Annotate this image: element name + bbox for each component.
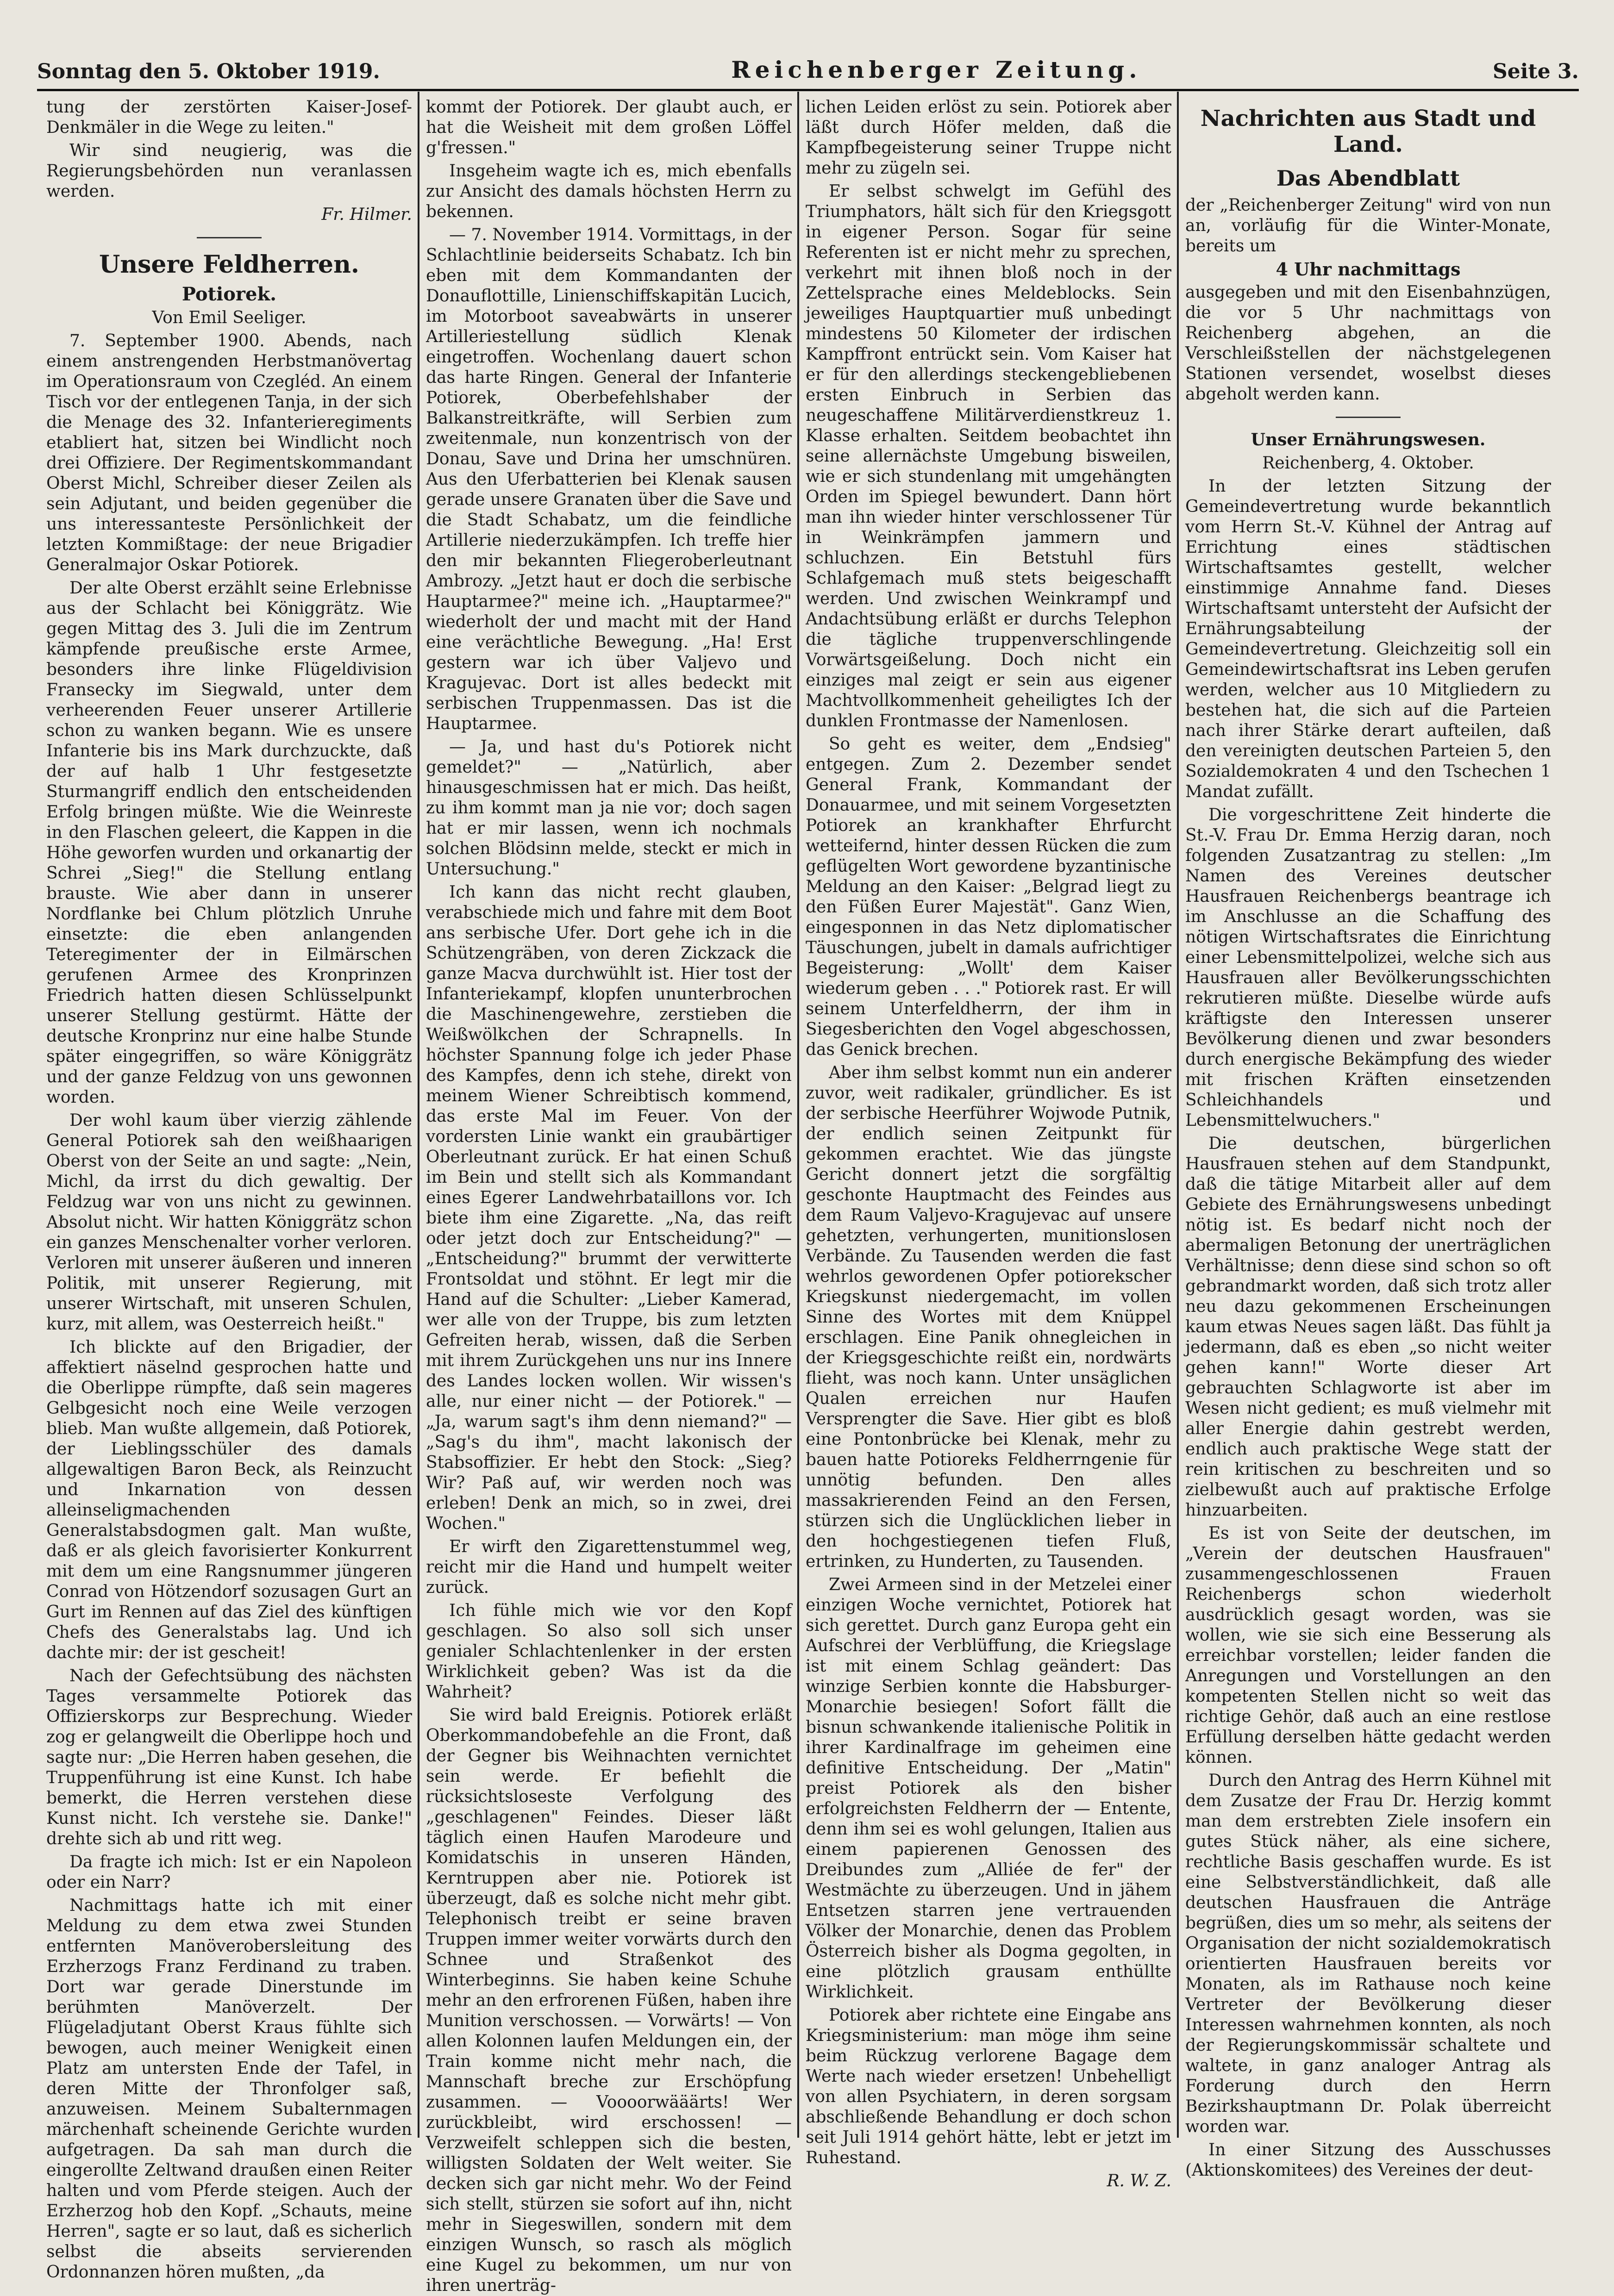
paragraph: Durch den Antrag des Herrn Kühnel mit dem Zusatze der Frau Dr. Herzig kommt man dem erstrebten Ziele insofern ein gutes Stück näher, als eine sichere, rechtliche Basis geschaffen wurde. Es ist eine Selbstverständlichkeit, daß alle deutschen Hausfrauen die Anträge begrüßen, dies um so mehr, als seitens der Organisation der nicht sozialdemokratisch orientierten Hausfrauen bereits vor Monaten, als im Rathause noch keine Vertreter der Bevölkerung dieser Interessen wahrnehmen konnten, als noch der Regierungskommissär schaltete und waltete, in ganz analoger Antrag als Forderung durch den Herrn Bezirkshauptmann Dr. Polak überreicht worden war. — [1185, 1771, 1551, 2136]
paragraph: kommt der Potiorek. Der glaubt auch, er hat die Weisheit mit dem großen Löffel g'fressen." — [426, 98, 792, 157]
article-heading: Unsere Feldherren. — [99, 250, 360, 279]
section-heading: Nachrichten aus Stadt und Land. — [1200, 106, 1536, 157]
signature: Fr. Hilmer. — [321, 205, 412, 224]
article-subheading: Potiorek. — [181, 283, 277, 305]
paragraph: Wir sind neugierig, was die Regierungsbehörden nun veranlassen werden. — [46, 141, 412, 201]
author-line: Von Emil Seeliger. — [152, 308, 307, 327]
paragraph: Ich blickte auf den Brigadier, der affektiert näselnd gesprochen hatte und die Oberlippe rümpfte, daß sein mageres Gelbgesicht noch eine Weile verzogen blieb. Man wußte allgemein, daß Potiorek, der Lieblingsschüler des damals allgewaltigen Baron Beck, als Reinzucht und Inkarnation von dessen alleinseligmachenden Generalstabsdogmen galt. Man wußte, daß er als gleich favorisierter Konkurrent mit dem um eine Rangsnummer jüngeren Conrad von Hötzendorf sozusagen Gurt an Gurt im Rennen auf das Ziel des künftigen Chefs des Generalstabs lag. Und ich dachte mir: der ist gescheit! — [46, 1338, 412, 1662]
separator — [197, 237, 262, 238]
issue-date: Sonntag den 5. Oktober 1919. — [37, 60, 380, 83]
notice-heading: Das Abendblatt — [1276, 166, 1460, 191]
paragraph: Es ist von Seite der deutschen, im „Verein der deutschen Hausfrauen" zusammengeschlossenen Frauen Reichenbergs schon wiederholt ausdrücklich gesagt worden, was sie wollen, wie sie sich eine Besserung als erreichbar vorstellen; leider fanden die Anregungen und Vorstellungen an den kompetenten Stellen nicht so weit das richtige Gehör, daß auch an eine restlose Erfüllung derselben hätte gedacht werden können. — [1185, 1524, 1551, 1767]
paragraph: lichen Leiden erlöst zu sein. Potiorek aber läßt durch Höfer melden, daß die Kampfbegeisterung seiner Truppe nicht mehr zu zügeln sei. — [806, 98, 1171, 178]
paragraph: Ich fühle mich wie vor den Kopf geschlagen. So also soll sich unser genialer Schlachtenlenker in der ersten Wirklichkeit geben? Was ist da die Wahrheit? — [426, 1601, 792, 1702]
header-rule — [37, 89, 1579, 91]
paragraph: So geht es weiter, dem „Endsieg" entgegen. Zum 2. Dezember sendet General Frank, Kommandant der Donauarmee, und mit seinem Vorgesetzten Potiorek an krankhafter Ehrfurcht wetteifernd, hinter dessen Rücken die zum geflügelten Wort gewordene byzantinische Meldung an den Kaiser: „Belgrad liegt zu den Füßen Eurer Majestät". Ganz Wien, eingesponnen in das Netz diplomatischer Täuschungen, jubelt in damals aufrichtiger Begeisterung: „Wollt' dem Kaiser wiederum geben . . ." Potiorek rast. Er will seinem Unterfeldherrn, der ihm in Siegesberichten den Vogel abgeschossen, das Genick brechen. — [806, 735, 1171, 1059]
paragraph: Sie wird bald Ereignis. Potiorek erläßt Oberkommandobefehle an die Front, daß der Gegner bis Weihnachten vernichtet sein werde. Er befiehlt die rücksichtsloseste Verfolgung des „geschlagenen" Feindes. Dieser läßt täglich einen Haufen Marodeure und Komidatschis in unseren Händen, Kerntruppen aber nie. Potiorek ist überzeugt, daß es solche nicht mehr gibt. Telephonisch treibt er seine braven Truppen immer weiter vorwärts durch den Schnee und Straßenkot des Winterbeginns. Sie haben keine Schuhe mehr an den erfrorenen Füßen, haben ihre Munition verschossen. — Vorwärts! — Von allen Kolonnen laufen Meldungen ein, der Train komme nicht mehr nach, die Mannschaft breche zur Erschöpfung zusammen. — Voooorwääärts! Wer zurückbleibt, wird erschossen! — Verzweifelt schleppen sich die besten, willigsten Soldaten der Welt weiter. Sie decken sich gar nicht mehr. Wo der Feind sich stellt, stürzen sie sofort auf ihn, nicht mehr in Siegeswillen, sondern mit dem einzigen Wunsch, so rasch als möglich eine Kugel zu bekommen, um nur von ihren unerträg- — [426, 1706, 792, 2295]
paragraph: Der alte Oberst erzählt seine Erlebnisse aus der Schlacht bei Königgrätz. Wie gegen Mittag des 3. Juli die im Zentrum kämpfende preußische erste Armee, besonders ihre linke Flügeldivision Fransecky im Siegwald, unter dem verheerenden Feuer unserer Artillerie schon zu wanken begann. Wie es unsere Infanterie bis ins Mark durchzuckte, daß der auf halb 1 Uhr festgesetzte Sturmangriff endlich den entscheidenden Erfolg bringen müßte. Wie die Weinreste in den Flaschen geleert, die Kappen in die Höhe geworfen wurden und orkanartig der Schrei „Sieg!" die Stellung entlang brauste. Wie aber dann in unserer Nordflanke bei Chlum plötzlich Unruhe einsetzte: die eben anlangenden Teteregimenter der in Eilmärschen gerufenen Armee des Kronprinzen Friedrich hatten diesen Schlüsselpunkt unserer Stellung gestürmt. Hätte der deutsche Kronprinz nur eine halbe Stunde später eingegriffen, so wäre Königgrätz und der ganze Feldzug von uns gewonnen worden. — [46, 579, 412, 1107]
paragraph: Potiorek aber richtete eine Eingabe ans Kriegsministerium: man möge ihm seine beim Rückzug verlorene Bagage dem Werte nach wieder ersetzen! Unbehelligt von allen Psychiatern, in deren sorgsam abschließende Behandlung er doch schon seit Juli 1914 gehört hätte, lebt er jetzt im Ruhestand. — [806, 2006, 1171, 2167]
column-4 — [1185, 97, 1551, 2180]
column-divider — [418, 92, 419, 2138]
column-2 — [426, 97, 792, 2295]
paragraph: — 7. November 1914. Vormittags, in der Schlachtlinie beiderseits Schabatz. Ich bin eben mit dem Kommandanten der Donauflottille, Linienschiffskapitän Lucich, im Motorboot saveabwärts in unserer Artilleriestellung südlich Klenak eingetroffen. Wochenlang dauert schon das harte Ringen. General der Infanterie Potiorek, Oberbefehlshaber der Balkanstreitkräfte, will Serbien zum zweitenmale, nun konzentrisch von der Donau, Save und Drina her umschnüren. Aus den Uferbatterien bei Klenak sausen gerade unsere Granaten über die Save und die Stadt Schabatz, um die feindliche Artillerie niederzukämpfen. Ich treffe hier den mir bekannten Fliegeroberleutnant Ambrozy. „Jetzt haut er doch die serbische Hauptarmee?" meine ich. „Hauptarmee?" wiederholt der und macht mit der Hand eine verächtliche Bewegung. „Ha! Erst gestern war ich über Valjevo und Kragujevac. Dort ist alles bedeckt mit serbischen Truppenmassen. Das ist die Hauptarmee. — [426, 225, 792, 733]
paragraph: Ich kann das nicht recht glauben, verabschiede mich und fahre mit dem Boot ans serbische Ufer. Dort gehe ich in die Schützengräben, von deren Zickzack die ganze Macva durchwühlt ist. Hier tost der Infanteriekampf, klopfen ununterbrochen die Maschinengewehre, zerstieben die Weißwölkchen der Schrapnells. In höchster Spannung folge ich jeder Phase des Kampfes, denn ich stehe, direkt von meinem Wiener Schreibtisch kommend, das erste Mal im Feuer. Von der vordersten Linie wankt ein graubärtiger Oberleutnant zurück. Er hat einen Schuß im Bein und stellt sich als Kommandant eines Egerer Landwehrbataillons vor. Ich biete ihm eine Zigarette. „Na, das reift oder jetzt doch zur Entscheidung?" — „Entscheidung?" brummt der verwitterte Frontsoldat und stöhnt. Er legt mir die Hand auf die Schulter: „Lieber Kamerad, wer alle von der Truppe, bis zum letzten Gefreiten herab, wissen, daß die Serben mit ihrem Zurückgehen uns nur ins Innere des Landes locken wollen. Wir wissen's alle, nur einer nicht — der Potiorek." — „Ja, warum sagt's ihm denn niemand?" — „Sag's du ihm", macht lakonisch der Stabsoffizier. Er hebt den Stock: „Sieg? Wir? Paß auf, wir werden noch was erleben! Denk an mich, so in zwei, drei Wochen." — [426, 883, 792, 1533]
paragraph: Die vorgeschrittene Zeit hinderte die St.-V. Frau Dr. Emma Herzig daran, noch folgenden Zusatzantrag zu stellen: „Im Namen des Vereines deutscher Hausfrauen Reichenbergs beantrage ich im Anschlusse an die Schaffung des nötigen Wirtschaftsrates die Einrichtung einer Lebensmittelpolizei, welche sich aus Hausfrauen aller Bevölkerungsschichten rekrutieren müßte. Dieselbe würde aufs kräftigste den Interessen unserer Bevölkerung dienen und zwar besonders durch energische Bekämpfung des wieder mit frischen Kräften einsetzenden Schleichhandels und Lebensmittelwuchers." — [1185, 805, 1551, 1130]
paragraph: — Ja, und hast du's Potiorek nicht gemeldet?" — „Natürlich, aber hinausgeschmissen hat er mich. Das heißt, zu ihm kommt man ja nie vor; doch sagen hat er mir lassen, wenn ich nochmals solchen Blödsinn melde, steckt er mich in Untersuchung." — [426, 737, 792, 879]
paragraph: In einer Sitzung des Ausschusses (Aktionskomitees) des Vereines der deut- — [1185, 2140, 1551, 2180]
paragraph: Zwei Armeen sind in der Metzelei einer einzigen Woche vernichtet, Potiorek hat sich gerettet. Durch ganz Europa geht ein Aufschrei der Verblüffung, die Kriegslage ist mit einem Schlag geändert: Das winzige Serbien konnte die Habsburger-Monarchie besiegen! Sofort fällt die bisnun schwankende italienische Politik in ihrer Kardinalfrage im geheimen eine definitive Entscheidung. Der „Matin" preist Potiorek als den bisher erfolgreichsten Feldherrn der — Entente, denn ihm sei es wohl gelungen, Italien aus einem papierenen Genossen des Dreibundes zum „Alliée de fer" der Westmächte zu überzeugen. Und in jähem Entsetzen starren jene vertrauenden Völker der Monarchie, denen das Problem Österreich bisher als Dogma gegolten, in eine plötzlich grausam enthüllte Wirklichkeit. — [806, 1575, 1171, 2002]
paragraph: Die deutschen, bürgerlichen Hausfrauen stehen auf dem Standpunkt, daß die tätige Mitarbeit aller auf dem Gebiete des Ernährungswesens unbedingt nötig ist. Es bedarf nicht noch der abermaligen Betonung der unerträglichen Verhältnisse; denn diese sind schon so oft gebrandmarkt worden, daß sich trotz aller neu dazu gekommenen Erscheinungen kaum etwas Neues sagen läßt. Das fühlt ja jedermann, daß es eben „so nicht weiter gehen kann!" Worte dieser Art gebrauchten Schlagworte ist aber im Wesen nicht gedient; es muß vielmehr mit aller Energie dahin gestrebt werden, endlich auch praktische Wege statt der rein kritischen zu beschreiten und so zielbewußt auch auf praktische Erfolge hinzuarbeiten. — [1185, 1134, 1551, 1520]
paragraph: Da fragte ich mich: Ist er ein Napoleon oder ein Narr? — [46, 1853, 412, 1892]
newspaper-title: Reichenberger Zeitung. — [731, 56, 1142, 83]
paragraph: der „Reichenberger Zeitung" wird von nun an, vorläufig für die Winter-Monate, bereits um — [1185, 196, 1551, 256]
paragraph: 7. September 1900. Abends, nach einem anstrengenden Herbstmanövertag im Operationsraum von Czegléd. An einem Tisch vor der entlegenen Tanja, in der sich die Menage des 32. Infanterieregiments etabliert hat, sitzen bei Windlicht noch drei Offiziere. Der Regimentskommandant Oberst Michl, Schreiber dieser Zeilen als sein Adjutant, und beiden gegenüber die uns interessanteste Persönlichkeit der letzten Kommißtage: der neue Brigadier Generalmajor Oskar Potiorek. — [46, 331, 412, 574]
article-heading: Unser Ernährungswesen. — [1251, 430, 1486, 449]
column-3 — [806, 97, 1171, 2190]
paragraph: ausgegeben und mit den Eisenbahnzügen, die vor 5 Uhr nachmittags von Reichenberg abgehen, an die Verschleißstellen der nächstgelegenen Stationen versendet, woselbst dieses abgeholt werden kann. — [1185, 283, 1551, 404]
signature: R. W. Z. — [1107, 2171, 1171, 2190]
column-1 — [46, 97, 412, 2282]
paragraph: tung der zerstörten Kaiser-Josef-Denkmäler in die Wege zu leiten." — [46, 98, 412, 137]
page-header — [37, 46, 1579, 83]
separator — [1336, 417, 1401, 418]
notice-time: 4 Uhr nachmittags — [1276, 259, 1461, 280]
paragraph: In der letzten Sitzung der Gemeindevertretung wurde bekanntlich vom Herrn St.-V. Kühnel der Antrag auf Errichtung eines städtischen Wirtschaftsamtes gestellt, welcher einstimmige Annahme fand. Dieses Wirtschaftsamt untersteht der Aufsicht der Ernährungsabteilung der Gemeindevertretung. Gleichzeitig soll ein Gemeindewirtschaftsrat ins Leben gerufen werden, welcher aus 10 Mitgliedern zu bestehen hat, die sich auf die Parteien nach ihrer Stärke derart aufteilen, daß den vereinigten deutschen Parteien 5, den Sozialdemokraten 4 und den Tschechen 1 Mandat zufällt. — [1185, 477, 1551, 801]
paragraph: Er selbst schwelgt im Gefühl des Triumphators, hält sich für den Kriegsgott in eigener Person. Sogar für seine Referenten ist er nicht mehr zu sprechen, verkehrt mit ihnen bloß noch in der Zettelsprache eines Meldeblocks. Sein jeweiliges Hauptquartier muß unbedingt mindestens 50 Kilometer der irdischen Kampffront entrückt sein. Vom Kaiser hat er für den allerdings steckengebliebenen ersten Einbruch in Serbien das neugeschaffene Militärverdienstkreuz 1. Klasse erhalten. Seitdem beobachtet ihn seine allernächste Umgebung bisweilen, wie er sich stundenlang mit umgehängten Orden im Spiegel bewundert. Dann hört man ihn wieder hinter verschlossener Tür in Weinkrämpfen jammern und schluchzen. Ein Betstuhl fürs Schlafgemach muß stets beigeschafft werden. Und zwischen Weinkrampf und Andachtsübung erläßt er durchs Telephon die tägliche truppenverschlingende Vorwärtsgeißelung. Doch nicht ein einziges mal zeigt er sein aus eigener Machtvollkommenheit geheiligtes Ich der dunklen Frontmasse der Namenlosen. — [806, 182, 1171, 730]
paragraph: Nachmittags hatte ich mit einer Meldung zu dem etwa zwei Stunden entfernten Manöverobersleitung des Erzherzogs Franz Ferdinand zu traben. Dort war gerade Dinerstunde im berühmten Manöverzelt. Der Flügeladjutant Oberst Kraus fühlte sich bewogen, auch meiner Wenigkeit einen Platz am untersten Ende der Tafel, in deren Mitte der Thronfolger saß, anzuweisen. Meinem Subalternmagen märchenhaft scheinende Gerichte wurden aufgetragen. Da sah man durch die eingerollte Zeltwand draußen einen Reiter halten und vom Pferde steigen. Auch der Erzherzog hob den Kopf. „Schauts, meine Herren", sagte er so laut, daß es sicherlich selbst die abseits servierenden Ordonnanzen hören mußten, „da — [46, 1896, 412, 2282]
column-divider — [797, 92, 799, 2138]
paragraph: Nach der Gefechtsübung des nächsten Tages versammelte Potiorek das Offizierskorps zur Besprechung. Wieder zog er gelangweilt die Oberlippe hoch und sagte nur: „Die Herren haben gesehen, die Truppenführung ist eine Kunst. Ich habe bemerkt, die Herren verstehen diese Kunst nicht. Ich verstehe sie. Danke!" drehte sich ab und ritt weg. — [46, 1666, 412, 1848]
column-divider — [1177, 92, 1179, 2138]
dateline: Reichenberg, 4. Oktober. — [1262, 454, 1474, 473]
paragraph: Insgeheim wagte ich es, mich ebenfalls zur Ansicht des damals höchsten Herrn zu bekennen. — [426, 162, 792, 221]
paragraph: Aber ihm selbst kommt nun ein anderer zuvor, weit radikaler, gründlicher. Es ist der serbische Heerführer Wojwode Putnik, der endlich seinen Zeitpunkt für gekommen erachtet. Wie das jüngste Gericht donnert jetzt die sorgfältig geschonte Hauptmacht des Feindes aus dem Raum Valjevo-Kragujevac auf unsere gehetzten, verhungerten, munitionslosen Verbände. Zu Tausenden werden die fast wehrlos gewordenen Opfer potiorekscher Kriegskunst niedergemacht, im vollen Sinne des Wortes mit dem Knüppel erschlagen. Eine Panik ohnegleichen in der Kriegsgeschichte reißt ein, nordwärts flieht, was noch kann. Unter unsäglichen Qualen erreichen nur Haufen Versprengter die Save. Hier gibt es bloß eine Pontonbrücke bei Klenak, mehr zu bauen hatte Potioreks Feldherrngenie für unnötig befunden. Den alles massakrierenden Feind an den Fersen, stürzen sich die Unglücklichen lieber in den hochgestiegenen tiefen Fluß, ertrinken, zu Hunderten, zu Tausenden. — [806, 1063, 1171, 1571]
paragraph: Der wohl kaum über vierzig zählende General Potiorek sah den weißhaarigen Oberst von der Seite an und sagte: „Nein, Michl, da irrst du dich gewaltig. Der Feldzug war von uns nicht zu gewinnen. Absolut nicht. Wir hatten Königgrätz schon ein ganzes Menschenalter vorher verloren. Verloren mit unserer äußeren und inneren Politik, mit unserer Regierung, mit unserer Wirtschaft, mit unseren Schulen, kurz, mit allem, was Oesterreich heißt." — [46, 1111, 412, 1334]
paragraph: Er wirft den Zigarettenstummel weg, reicht mir die Hand und humpelt weiter zurück. — [426, 1537, 792, 1597]
page-number: Seite 3. — [1492, 60, 1579, 83]
